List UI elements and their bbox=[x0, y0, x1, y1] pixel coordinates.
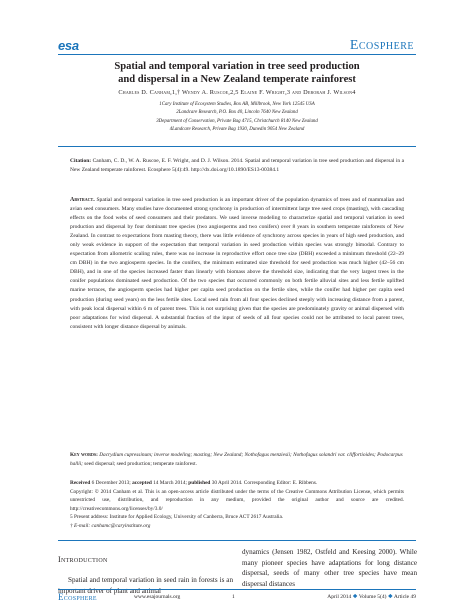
affiliations bbox=[58, 101, 416, 135]
accepted-label: accepted bbox=[132, 480, 152, 486]
received-date: 6 December 2013; bbox=[91, 480, 131, 486]
affiliation-3: 3Department of Conservation, Private Bag 4715, Christchurch 8140 New Zealand bbox=[156, 118, 318, 124]
published-label: published bbox=[188, 480, 211, 486]
footer-rule bbox=[58, 589, 416, 590]
keywords-label: Key words: bbox=[70, 452, 98, 458]
footer-issue bbox=[327, 594, 416, 600]
email-label: † E-mail: bbox=[70, 522, 91, 529]
page-number: 1 bbox=[232, 594, 235, 600]
keywords-italic: Dacrydium cupressinum; inverse modeling; masting; New Zealand; Nothofagus menziesii; Nothofagus solandri var. cliffortioides; Podocarpus hallii; bbox=[70, 452, 403, 467]
keywords-block bbox=[70, 451, 404, 469]
abstract-text: Spatial and temporal variation in tree seed production is an important driver of the population dynamics of trees and of mammalian and avian seed consumers. Many studies have documented strong synchrony in production of intermittent large tree seed crops (masting), with cascading effects on the food webs of seed consumers and their predators. We used inverse modeling to characterize spatial and temporal variation in seed production and dispersal by four dominant tree species (two angiosperms and two conifers) over 8 years in southern temperate rainforests of New Zealand. In contrast to expectations from masting theory, there was little evidence of synchrony across species in years of high seed production, and only weak evidence in support of the expectation that temporal variation in seed production within species was strongly bimodal. Contrary to expectation from allometric scaling rules, there was no increase in reproductive effort once tree size (DBH) exceeded a minimum threshold (22–29 cm DBH) in the two angiosperm species. In the conifers, the minimum estimated size threshold for seed production was much higher (42–56 cm DBH), and in one of the species increased faster than linearly with biomass above the threshold size, indicating that the very largest trees in the conifer populations dominated seed production. Of the two species that occurred commonly on both fertile alluvial sites and less fertile uplifted marine terraces, the angiosperm species had higher per capita seed production on the fertile sites, while the conifer had higher per capita seed production (during seed years) on the less fertile sites. Local seed rain from all four species declined steeply with increasing distance from a parent, with peak local dispersal within 6 m of parent trees. This is not surprising given that the species are predominately gravity or animal dispersed with poor adaptations for wind dispersal. A substantial fraction of the input of seeds of all four species could not be attributed to local parent trees, consistent with longer distance dispersal by animals. bbox=[70, 197, 405, 330]
keywords-plain: seed dispersal; seed production; temperate rainforest. bbox=[84, 461, 197, 467]
footer-url[interactable]: www.esajournals.org bbox=[134, 594, 181, 600]
left-column bbox=[58, 555, 233, 596]
journal-name: Ecosphere bbox=[349, 38, 414, 53]
citation-text[interactable]: Canham, C. D., W. A. Ruscoe, E. F. Wright, and D. J. Wilson. 2014. Spatial and temporal variation in tree seed production and dispersal in a New Zealand temperate rainforest. Ecosphere 5(4):49. http://dx.doi.org/10.1890/ES13-00384.1 bbox=[70, 158, 405, 173]
affiliation-2: 2Landcare Research, P.O. Box 40, Lincoln 7640 New Zealand bbox=[176, 110, 298, 116]
body-rule bbox=[58, 540, 416, 541]
footer-article: Article 49 bbox=[393, 594, 416, 600]
title-line-2: and dispersal in a New Zealand temperate rainforest bbox=[118, 74, 356, 85]
present-address: 5 Present address: Institute for Applied Ecology, University of Canberra, Bruce ACT 2617 Australia. bbox=[70, 514, 284, 521]
affiliation-4: 4Landcare Research, Private Bag 1930, Dunedin 9054 New Zealand bbox=[169, 127, 305, 133]
intro-paragraph-right: dynamics (Jensen 1982, Ostfeld and Keesing 2000). While many pioneer species have adaptations for long distance dispersal, seeds of many other tree species have mean dispersal distances bbox=[242, 548, 417, 588]
accepted-date: 14 March 2014; bbox=[153, 480, 187, 486]
separator-icon: ❖ bbox=[387, 594, 393, 600]
email-line bbox=[70, 522, 404, 531]
footer-journal: Ecosphere bbox=[58, 592, 97, 602]
article-title bbox=[58, 60, 416, 86]
right-column bbox=[242, 547, 417, 589]
copyright-notice: Copyright: © 2014 Canham et al. This is an open-access article distributed under the terms of the Creative Commons Attribution License, which permits unrestricted use, distribution, and reproduction in any medium, provided the original author and source are credited. http://creativecommons.org/licenses/by/3.0/ bbox=[70, 488, 404, 512]
received-label: Received bbox=[70, 480, 91, 486]
citation-block bbox=[70, 157, 404, 175]
abstract-block bbox=[70, 196, 404, 332]
dates-line bbox=[70, 479, 404, 488]
published-date: 30 April 2014. Corresponding Editor: E. Ribbens. bbox=[211, 480, 318, 486]
abstract-label: Abstract. bbox=[70, 197, 95, 203]
divider-rule bbox=[58, 146, 416, 147]
footer-volume: Volume 5(4) bbox=[358, 594, 387, 600]
title-line-1: Spatial and temporal variation in tree seed production bbox=[114, 61, 360, 72]
affiliation-1: 1Cary Institute of Ecosystem Studies, Box AB, Millbrook, New York 12545 USA bbox=[159, 102, 315, 107]
page-footer bbox=[58, 592, 416, 604]
esa-logo: esa bbox=[58, 38, 79, 53]
author-list: Charles D. Canham,1,† Wendy A. Ruscoe,2,5 Elaine F. Wright,3 and Deborah J. Wilson4 bbox=[118, 89, 356, 96]
email-link[interactable]: canhamc@caryinstitute.org bbox=[91, 522, 151, 529]
separator-icon: ❖ bbox=[352, 594, 358, 600]
intro-heading: Introduction bbox=[58, 555, 108, 564]
header-rule bbox=[58, 54, 416, 55]
intro-paragraph-left: Spatial and temporal variation in seed rain in forests is an important driver of plant and animal bbox=[58, 576, 233, 595]
footer-date: April 2014 bbox=[327, 594, 352, 600]
publication-info bbox=[70, 479, 404, 531]
citation-label: Citation: bbox=[70, 158, 92, 164]
